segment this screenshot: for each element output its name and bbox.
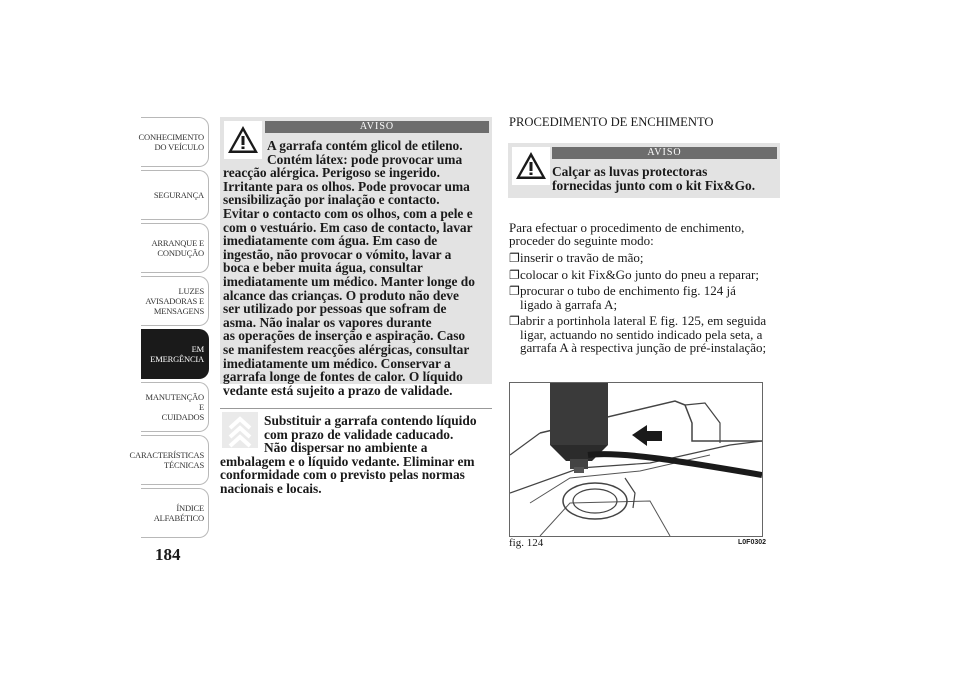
list-item-text: colocar o kit Fix&Go junto do pneu a reparar;: [520, 267, 759, 282]
warning-line: alcance das crianças. O produto não deve: [223, 287, 459, 303]
divider-rule: [220, 408, 492, 409]
tab-conhecimento-do-veiculo[interactable]: CONHECIMENTO DO VEÍCULO: [141, 117, 209, 167]
warning-line: Contém látex: pode provocar uma: [267, 151, 463, 167]
list-item-text: ligado à garrafa A;: [520, 297, 618, 313]
tab-caracteristicas-tecnicas[interactable]: CARACTERÍSTICAS TÉCNICAS: [141, 435, 209, 485]
warning-line: vedante está sujeito a prazo de validade.: [223, 382, 453, 398]
figure-illustration: [510, 383, 762, 536]
tab-indice-alfabetico[interactable]: ÍNDICE ALFABÉTICO: [141, 488, 209, 538]
warning-line: ingestão, não provocar o vómito, lavar a: [223, 246, 452, 262]
checkbox-bullet-icon: ❐: [509, 314, 520, 328]
warning-line: imediatamente um médico. Conservar a: [223, 355, 451, 371]
warning-line: Evitar o contacto com os olhos, com a pele e: [223, 205, 473, 221]
warning-line: A garrafa contém glicol de etileno.: [267, 138, 463, 153]
warning-triangle-icon: [512, 147, 550, 185]
list-item-text: ligar, actuando no sentido indicado pela seta, a: [520, 327, 763, 343]
warning-line: imediatamente com água. Em caso de: [223, 233, 438, 249]
warning-line: com o vestuário. Em caso de contacto, lavar: [223, 219, 473, 235]
warning-line: imediatamente um médico. Manter longe do: [223, 273, 475, 289]
list-item-text: inserir o travão de mão;: [520, 250, 644, 265]
figure-code: L0F0302: [738, 539, 767, 546]
warning-line: asma. Não inalar os vapores durante: [223, 314, 432, 330]
eco-line: Não dispersar no ambiente a: [264, 440, 428, 456]
tab-em-emergencia[interactable]: EM EMERGÊNCIA: [141, 329, 209, 379]
list-item: [509, 314, 766, 355]
figure-caption: fig. 124: [509, 537, 544, 549]
warning-line: Irritante para os olhos. Pode provocar uma: [223, 178, 470, 194]
tab-manutencao-e-cuidados[interactable]: MANUTENÇÃO E CUIDADOS: [141, 382, 209, 432]
list-item: [509, 251, 643, 265]
eco-line: com prazo de validade caducado.: [264, 426, 454, 442]
warning-line: boca e beber muita água, consultar: [223, 260, 423, 276]
list-item-text: procurar o tubo de enchimento fig. 124 já: [520, 283, 736, 298]
tab-seguranca[interactable]: SEGURANÇA: [141, 170, 209, 220]
tab-arranque-e-conducao[interactable]: ARRANQUE E CONDUÇÃO: [141, 223, 209, 273]
list-item: [509, 284, 736, 311]
eco-line: conformidade com o previsto pelas normas: [220, 467, 465, 483]
intro-line: Para efectuar o procedimento de enchimento,: [509, 220, 745, 235]
eco-line: Substituir a garrafa contendo líquido: [264, 413, 477, 428]
warning-text-gloves: [552, 165, 755, 192]
tab-luzes-avisadoras[interactable]: LUZES AVISADORAS E MENSAGENS: [141, 276, 209, 326]
warning-line: as operações de inserção e aspiração. Caso: [223, 328, 466, 344]
warning-header: AVISO: [265, 121, 489, 133]
figure-124: [509, 382, 763, 537]
warning-line: se manifestem reacções alérgicas, consultar: [223, 341, 470, 357]
section-title: PROCEDIMENTO DE ENCHIMENTO: [509, 115, 714, 129]
eco-line: embalagem e o líquido vedante. Eliminar em: [220, 453, 475, 469]
page-number: 184: [155, 545, 181, 564]
warning-text-ethylene-glycol: [223, 139, 475, 397]
checkbox-bullet-icon: ❐: [509, 284, 520, 298]
warning-line: Calçar as luvas protectoras: [552, 164, 708, 179]
warning-header: AVISO: [552, 147, 777, 159]
intro-paragraph: [509, 221, 744, 247]
list-item-text: garrafa A à respectiva junção de pré-instalação;: [520, 340, 767, 356]
warning-line: sensibilização por inalação e contacto.: [223, 192, 440, 208]
list-item: [509, 268, 759, 282]
eco-line: nacionais e locais.: [220, 480, 322, 496]
list-item-text: abrir a portinhola lateral E fig. 125, em seguida: [520, 313, 767, 328]
warning-line: garrafa longe de fontes de calor. O líquido: [223, 369, 463, 385]
environment-note-text: [220, 414, 477, 496]
checkbox-bullet-icon: ❐: [509, 268, 520, 282]
checkbox-bullet-icon: ❐: [509, 251, 520, 265]
warning-line: reacção alérgica. Perigoso se ingerido.: [223, 165, 440, 181]
warning-line: fornecidas junto com o kit Fix&Go.: [552, 177, 756, 193]
warning-line: ser utilizado por pessoas que sofram de: [223, 301, 447, 317]
intro-line: proceder do seguinte modo:: [509, 233, 654, 249]
